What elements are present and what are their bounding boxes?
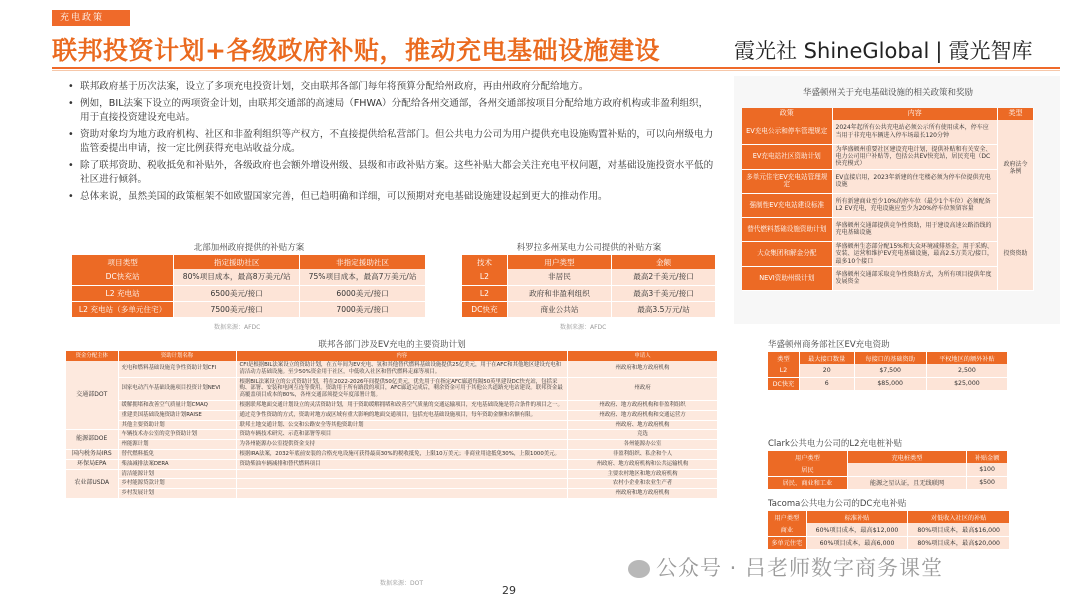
table-row: [462, 301, 716, 317]
table-cell: L2 充电站（多单元住宅）: [72, 301, 174, 317]
table-cell: DC快充: [768, 377, 799, 390]
applicant-cell: 州政府和地方政府机构: [568, 489, 718, 499]
content-cell: 为各州能源办公室提供资金支持: [236, 440, 568, 450]
table-cell: $25,000: [926, 377, 1007, 390]
bullet-item: • 联邦政府基于历次法案，设立了多项充电投资计划，交由联邦各部门每年将预算分配给州政府，再由州政府分配给地方。: [66, 80, 716, 94]
applicant-cell: 州政府、地方政府机构: [568, 420, 718, 430]
agency-cell: 能源部DOE: [66, 430, 118, 450]
table-cell: 最高3千美元/接口: [612, 285, 716, 301]
table-header: 对低收入社区的补贴: [908, 511, 1010, 523]
table-row: [742, 144, 1034, 169]
policy-content-cell: 为华盛顿州重要社区建设充电计划，提供补贴和有关安全、电力公司用户补贴等，包括公共EV快充站，居民充电（DC快充模式）: [832, 144, 998, 169]
table-row: [462, 285, 716, 301]
program-cell: 缓解拥堵和改善空气质量计划CMAQ: [118, 400, 236, 410]
clark-subsidy-table: [768, 451, 1008, 490]
table-header: 金额: [612, 255, 716, 269]
table-cell: 最高3.5万元/站: [612, 301, 716, 317]
co-table-source: 数据来源：AFDC: [560, 324, 607, 331]
agency-cell: 农业部USDA: [66, 469, 118, 498]
table-row: [66, 440, 718, 450]
applicant-cell: 州政府: [568, 377, 718, 400]
table-cell: $100: [967, 463, 1008, 476]
bullet-item: • 资助对象均为地方政府机构、社区和非盈利组织等产权方，不直接提供给私营部门。但公共电力公司为用户提供充电设施购置补贴的，可以向州级电力监管委提出申请，按一定比例获得充电站收益分成。: [66, 128, 716, 156]
content-cell: 资助柴油车辆减排和替代燃料项目: [236, 459, 568, 469]
table-cell: L2: [462, 285, 507, 301]
table-cell: 80%项目成本，最高8万美元/站: [174, 269, 300, 285]
table-row: [768, 377, 1008, 390]
table-cell: 政府和非盈利组织: [507, 285, 611, 301]
table-cell: 6: [799, 377, 854, 390]
policy-type-cell: 政府法令条例: [998, 120, 1034, 217]
tacoma-subsidy-table: [768, 511, 1010, 550]
table-row: [768, 523, 1010, 536]
table-cell: $85,000: [854, 377, 926, 390]
table-cell: 2,500: [926, 364, 1007, 377]
table-cell: DC快充: [462, 301, 507, 317]
table-row: [768, 476, 1008, 489]
table-header: 类型: [768, 352, 799, 364]
table-header: 充电桩类型: [847, 451, 966, 463]
program-cell: 充电和燃料基础设施竞争性资助计划CFI: [118, 361, 236, 377]
table-cell: 6500美元/接口: [174, 285, 300, 301]
federal-table-source: 数据来源：DOT: [380, 580, 424, 587]
program-cell: 乡村发展计划: [118, 489, 236, 499]
program-cell: 其他主要资助计划: [118, 420, 236, 430]
table-cell: L2: [768, 364, 799, 377]
applicant-cell: 竞选: [568, 430, 718, 440]
table-cell: 最高2千美元/接口: [612, 269, 716, 285]
table-cell: 商业公共站: [507, 301, 611, 317]
policy-content-cell: 2024年起所有公共充电站必须公示所有使用成本，停车应当用于非充电车辆进入停车场最长120分钟: [832, 120, 998, 144]
brand-separator: |: [935, 39, 943, 63]
table-row: [66, 420, 718, 430]
table-cell: 7000美元/接口: [300, 301, 426, 317]
content-cell: [236, 489, 568, 499]
program-cell: 替代燃料抵免: [118, 449, 236, 459]
washington-commerce-table: [768, 352, 1008, 391]
table-header: 政策: [742, 108, 832, 120]
table-row: [72, 301, 426, 317]
table-header: 用户类型: [768, 451, 847, 463]
bullet-list: [66, 80, 716, 207]
table-cell: L2: [462, 269, 507, 285]
table-row: [742, 193, 1034, 217]
applicant-cell: 主要农村地区和地方政府机构: [568, 469, 718, 479]
title-divider-light: [52, 70, 1060, 71]
content-cell: [236, 479, 568, 489]
policy-content-cell: 华盛顿州交通部采取竞争性资助方式，为所有项目提供年度发展资金: [832, 266, 998, 290]
bullet-item: • 总体来说，虽然美国的政策框架不如欧盟国家完善，但已趋明确和详细，可以预期对充电基础设施建设起到更大的推动作用。: [66, 190, 716, 204]
washington-policy-table: [742, 108, 1034, 291]
table-row: [768, 364, 1008, 377]
table-cell: $500: [967, 476, 1008, 489]
table-cell: L2 充电站: [72, 285, 174, 301]
policy-cell: EV充电站社区资助计划: [742, 144, 832, 169]
table-row: [66, 479, 718, 489]
table-header: 用户类型: [507, 255, 611, 269]
table-row: [66, 430, 718, 440]
table-cell: $7,500: [854, 364, 926, 377]
table-row: [742, 217, 1034, 241]
table-header: 每接口的基础资助: [854, 352, 926, 364]
content-cell: 根据BIL法案设立的公式资助计划，将在2022-2026年间提供50亿美元，优先用于在指定AFC廊道每隔50英里建设DC快充站，包括采购、部署、安装和电网互连等费用。资助用于所有路段的项目，AFC廊道完成后，剩余资金可用于其他公共道路充电站建设。联邦资金最高覆盖项目成本的80%，各州交通部须提交年度部署计划。: [236, 377, 568, 400]
table-row: [66, 400, 718, 410]
table-header: 资助计划名称: [118, 351, 236, 361]
brand-right: 霞光智库: [948, 39, 1033, 63]
policy-content-cell: 华盛顿州生态部分配15%和大众环境减排基金，用于采购、安装、运营和维护EV充电基础设施，最高2.5万美元/接口，最多10个接口: [832, 241, 998, 266]
content-cell: [236, 469, 568, 479]
agency-cell: 环保局EPA: [66, 459, 118, 469]
clark-table-caption: Clark公共电力公司的L2充电桩补贴: [768, 439, 903, 449]
federal-programs-table: [66, 351, 718, 499]
content-cell: 通过竞争性资助的方式，资助对地方或区域有重大影响的地面交通项目，包括充电基础设施项目，每年资助金额和名额有限。: [236, 410, 568, 420]
table-cell: 7500美元/接口: [174, 301, 300, 317]
ca-table-caption: 北部加州政府提供的补贴方案: [193, 243, 305, 253]
content-cell: 根据联邦地面交通计划设立的灵活资助计划，用于资助缓解拥堵和改善空气质量的交通运输项目，充电基础设施是符合条件的项目之一。: [236, 400, 568, 410]
policy-cell: 大众集团和解金分配: [742, 241, 832, 266]
table-row: [72, 285, 426, 301]
table-header: 最大接口数量: [799, 352, 854, 364]
bullet-item: • 除了联邦资助、税收抵免和补贴外，各级政府也会额外增设州级、县级和市政补贴方案。这些补贴大都会关注充电平权问题，对基础设施投资水平低的社区进行倾斜。: [66, 159, 716, 187]
table-row: [66, 459, 718, 469]
table-cell: [847, 463, 966, 476]
table-header: 技术: [462, 255, 507, 269]
table-cell: 60%项目成本，最高6,000: [806, 536, 908, 549]
program-cell: 清洁能源计划: [118, 469, 236, 479]
table-cell: 居民、商业和工业: [768, 476, 847, 489]
content-cell: CFI是根据BIL法案设立的资助计划，在五年间为EV充电、氢和其他替代燃料基础设施提供25亿美元，用于在AFC和其他地区建设充电和清洁动力基础设施。至少50%资金用于社区，中低收入社区和替代燃料走廊等项目。: [236, 361, 568, 377]
table-row: [66, 449, 718, 459]
page-title: 联邦投资计划+各级政府补贴，推动充电基础设施建设: [52, 36, 660, 65]
applicant-cell: 州政府、地方政府机构和公共运输机构: [568, 459, 718, 469]
dc-table-caption: 华盛顿州商务部社区EV充电资助: [768, 340, 890, 350]
table-row: [66, 410, 718, 420]
program-cell: 国家电动汽车基础设施项目投资计划NEVI: [118, 377, 236, 400]
program-cell: 乡村能源贷款计划: [118, 479, 236, 489]
table-row: [66, 377, 718, 400]
co-subsidy-table: [462, 255, 716, 318]
table-header: 申请人: [568, 351, 718, 361]
table-header: 补贴金额: [967, 451, 1008, 463]
policy-cell: 强制性EV充电站建设标准: [742, 193, 832, 217]
ca-table-source: 数据来源：AFDC: [214, 324, 261, 331]
tacoma-table-caption: Tacoma公共电力公司的DC充电补贴: [768, 499, 907, 509]
table-row: [66, 469, 718, 479]
applicant-cell: 农村小企业和农业生产者: [568, 479, 718, 489]
title-divider: [52, 67, 1060, 69]
table-header: 项目类型: [72, 255, 174, 269]
table-cell: 75%项目成本，最高7万美元/站: [300, 269, 426, 285]
table-cell: 多单元住宅: [768, 536, 806, 549]
program-cell: 州能源计划: [118, 440, 236, 450]
table-row: [66, 361, 718, 377]
program-cell: 柴油减排法案DERA: [118, 459, 236, 469]
applicant-cell: 州政府、地方政府机构和非盈利组织: [568, 400, 718, 410]
table-cell: 非居民: [507, 269, 611, 285]
table-header: 用户类型: [768, 511, 806, 523]
applicant-cell: 州政府和地方政府机构: [568, 361, 718, 377]
table-header: 资金分配主体: [66, 351, 118, 361]
bullet-item: • 例如，BIL法案下设立的两项资金计划，由联邦交通部的高速局（FHWA）分配给各州交通部，各州交通部按项目分配给地方政府机构或非盈利组织，用于直接投资建设充电站。: [66, 97, 716, 125]
brand-logo: [734, 35, 1032, 65]
policy-cell: NEVI资助州级计划: [742, 266, 832, 290]
table-header: 指定援助社区: [174, 255, 300, 269]
agency-cell: 交通部DOT: [66, 361, 118, 430]
co-table-caption: 科罗拉多州某电力公司提供的补贴方案: [516, 243, 662, 253]
table-cell: 6000美元/接口: [300, 285, 426, 301]
policy-content-cell: EV直接启用，2023年新建的住宅楼必须为停车位提供充电设施: [832, 169, 998, 193]
table-row: [72, 269, 426, 285]
brand-left: 霞光社 ShineGlobal: [734, 39, 930, 63]
ca-subsidy-table: [72, 255, 426, 318]
table-header: 内容: [832, 108, 998, 120]
policy-content-cell: 所有新建商业至少10%的停车位（最少1个车位）必须配备L2 EV充电，充电设施应至少为20%停车位预留容量: [832, 193, 998, 217]
policy-content-cell: 华盛顿州交通部提供竞争性资助，用于建设高速公路沿线的充电基础设施: [832, 217, 998, 241]
table-header: 内容: [236, 351, 568, 361]
table-row: [742, 169, 1034, 193]
federal-table-caption: 联邦各部门涉及EV充电的主要资助计划: [318, 340, 466, 350]
table-row: [462, 269, 716, 285]
policy-type-cell: 投资资助: [998, 217, 1034, 290]
wechat-icon: [628, 560, 650, 578]
table-header: 非指定援助社区: [300, 255, 426, 269]
policy-cell: EV充电公示和停车管理规定: [742, 120, 832, 144]
applicant-cell: 各州能源办公室: [568, 440, 718, 450]
table-cell: 20: [799, 364, 854, 377]
program-cell: 车辆技术办公室的竞争资助计划: [118, 430, 236, 440]
table-cell: 60%项目成本，最高$12,000: [806, 523, 908, 536]
table-row: [768, 463, 1008, 476]
table-cell: DC快充站: [72, 269, 174, 285]
table-cell: 80%项目成本，最高$20,000: [908, 536, 1010, 549]
table-row: [768, 536, 1010, 549]
table-cell: 能源之星认证，且无线联网: [847, 476, 966, 489]
table-row: [742, 241, 1034, 266]
applicant-cell: 非盈利组织、私企和个人: [568, 449, 718, 459]
dc-policy-caption: 华盛顿州关于充电基础设施的相关政策和奖励: [802, 88, 973, 98]
policy-cell: 替代燃料基础设施资助计划: [742, 217, 832, 241]
table-header: 类型: [998, 108, 1034, 120]
table-row: [66, 489, 718, 499]
agency-cell: 国内税务局IRS: [66, 449, 118, 459]
watermark: [628, 552, 943, 582]
content-cell: 根据IRA法案，2032年底前安装的合格充电设施可获得最高30%的税收抵免，上限10万美元；非商业用途抵免30%，上限1000美元。: [236, 449, 568, 459]
applicant-cell: 州政府、地方政府机构和交通运营方: [568, 410, 718, 420]
content-cell: 联邦土地交通计划、公交和公路安全等其他资助计划: [236, 420, 568, 430]
content-cell: 资助车辆技术研究、示范和部署等项目: [236, 430, 568, 440]
table-row: [742, 266, 1034, 290]
table-header: 标准补贴: [806, 511, 908, 523]
table-row: [742, 120, 1034, 144]
table-cell: 商业: [768, 523, 806, 536]
section-tag: 充电政策: [52, 10, 130, 26]
table-header: 平权地区的额外补贴: [926, 352, 1007, 364]
program-cell: 重建美国基础设施资助计划RAISE: [118, 410, 236, 420]
policy-cell: 多单元住宅EV充电站管理规定: [742, 169, 832, 193]
watermark-text: 公众号 · 吕老师数字商务课堂: [656, 556, 944, 580]
table-cell: 居民: [768, 463, 847, 476]
page-number: 29: [502, 584, 516, 597]
table-cell: 80%项目成本，最高$16,000: [908, 523, 1010, 536]
